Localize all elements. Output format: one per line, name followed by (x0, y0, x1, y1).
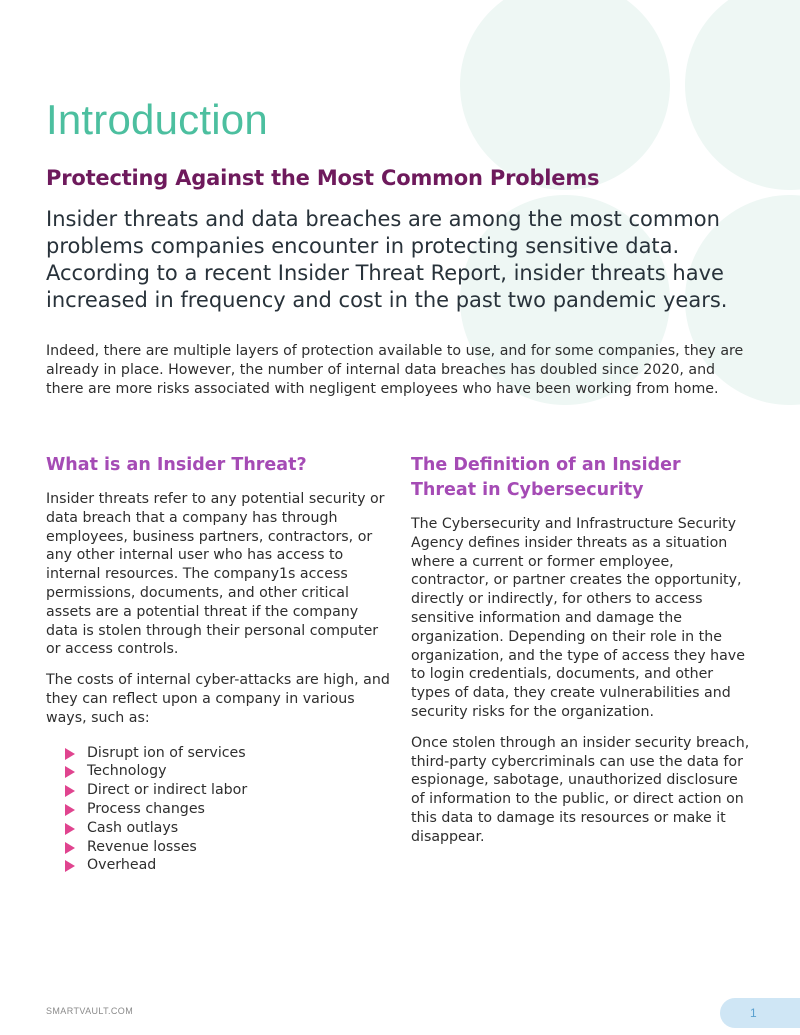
list-item (46, 819, 391, 838)
left-paragraph-2: The costs of internal cyber-attacks are high, and they can reflect upon a company in various ways, such as: (46, 672, 390, 726)
list-item (46, 744, 391, 763)
right-paragraph-2: Once stolen through an insider security breach, third-party cybercriminals can use the data for espionage, sabotage, unauthorized disclosure of information to the public, or direct action on this data to damage its resources or make it disappear. (411, 734, 750, 845)
list-item-text: Technology (87, 763, 167, 780)
lead-paragraph: Insider threats and data breaches are among the most common problems companies encounter in protecting sensitive data. According to a recent Insider Threat Report, insider threats have increased in frequency and cost in the past two pandemic years. (46, 207, 728, 312)
triangle-bullet-icon (65, 748, 75, 760)
left-column-heading: What is an Insider Threat? (46, 455, 307, 475)
list-item-text: Disrupt ion of services (87, 744, 246, 761)
footer-brand: SMARTVAULT.COM (46, 1006, 134, 1016)
left-paragraph-1: Insider threats refer to any potential security or data breach that a company has through employees, business partners, contractors, or any other internal user who has access to internal resources. The company1s access permissions, documents, and other critical assets are a potential threat if the company data is stolen through their personal computer or access controls. (46, 491, 385, 658)
triangle-bullet-icon (65, 823, 75, 835)
triangle-bullet-icon (65, 766, 75, 778)
list-item-text: Process changes (87, 800, 205, 817)
list-item (46, 800, 391, 819)
cost-list (46, 744, 391, 876)
list-item-text: Direct or indirect labor (87, 782, 248, 799)
intro-paragraph: Indeed, there are multiple layers of protection available to use, and for some companies, they are already in place. However, the number of internal data breaches has doubled since 2020, and there are more risks associated with negligent employees who have been working from home. (46, 343, 744, 397)
list-item-text: Revenue losses (87, 838, 197, 855)
list-item (46, 838, 391, 857)
right-column-heading: The Definition of an Insider Threat in Cybersecurity (411, 455, 681, 500)
left-column (46, 453, 391, 875)
list-item (46, 856, 391, 875)
triangle-bullet-icon (65, 842, 75, 854)
page-number-pill (720, 998, 800, 1028)
list-item (46, 762, 391, 781)
page-title: Introduction (46, 96, 268, 143)
right-paragraph-1: The Cybersecurity and Infrastructure Security Agency defines insider threats as a situation where a current or former employee, contractor, or partner creates the opportunity, directly or indirectly, for others to access sensitive information and damage the organization. Depending on their role in the organization, and the type of access they have to login credentials, documents, and other types of data, they create vulnerabilities and security risks for the organization. (411, 516, 745, 720)
decor-circle-top-right (685, 0, 800, 190)
page-number: 1 (750, 1006, 757, 1020)
list-item-text: Cash outlays (87, 819, 179, 836)
triangle-bullet-icon (65, 860, 75, 872)
list-item-text: Overhead (87, 857, 157, 874)
triangle-bullet-icon (65, 804, 75, 816)
list-item (46, 781, 391, 800)
page-subtitle: Protecting Against the Most Common Problems (46, 166, 600, 190)
right-column (411, 453, 751, 859)
decor-circle-top-left (460, 0, 670, 190)
triangle-bullet-icon (65, 785, 75, 797)
